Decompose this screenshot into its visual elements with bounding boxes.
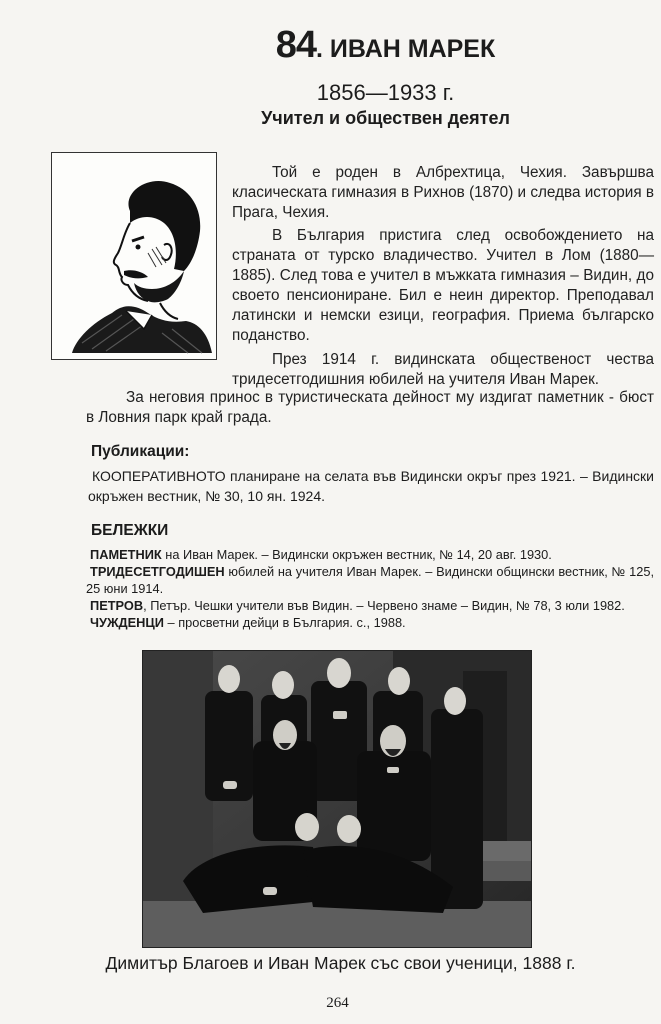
- entry-role: Учител и обществен деятел: [261, 108, 510, 128]
- photo-caption: Димитър Благоев и Иван Марек със свои ученици, 1888 г.: [105, 953, 576, 973]
- entry-name: . ИВАН МАРЕК: [316, 35, 496, 63]
- publications-heading: Публикации:: [91, 443, 190, 460]
- note-lead: ПАМЕТНИК: [90, 547, 162, 562]
- bio-paragraph-birth: Той е роден в Албрехтица, Чехия. Завършва класическата гимназия в Рихнов (1870) и следва история в Прага, Чехия.: [232, 164, 654, 221]
- portrait-image: [51, 152, 217, 360]
- note-item: [86, 546, 654, 563]
- note-lead: ТРИДЕСЕТГОДИШЕН: [90, 564, 225, 579]
- bio-paragraph-career: В България пристига след освобождението на страната от турско владичество. Учител в Лом (1880—1885). След това е учител в мъжката гимназия – Видин, до своето пенсиониране. Бил е неин директор. Преподавал латински и немски езици, география. Приема българско поданство.: [232, 227, 654, 344]
- note-text: , Петър. Чешки учители във Видин. – Червено знаме – Видин, № 78, 3 юли 1982.: [143, 598, 625, 613]
- note-text: – просветни дейци в България. с., 1988.: [163, 615, 406, 630]
- note-lead: ЧУЖДЕНЦИ: [90, 615, 164, 630]
- group-photo-icon: [143, 651, 531, 947]
- entry-years: 1856—1933 г.: [316, 80, 455, 105]
- entry-number: 84: [275, 24, 317, 66]
- note-lead: ПЕТРОВ: [90, 598, 144, 613]
- note-text: юбилей на учителя Иван Марек. – Видински общински вестник, № 125, 25 юни 1914.: [86, 564, 654, 596]
- page-title: [0, 24, 661, 67]
- bio-paragraph-jubilee: През 1914 г. видинската общественост чества тридесетгодишния юбилей на учителя Иван Марек.: [232, 351, 654, 388]
- note-item: [86, 563, 654, 597]
- publication-item: КООПЕРАТИВНОТО планиране на селата във Видински окръг през 1921. – Видински окръжен вестник, № 30, 10 ян. 1924.: [88, 468, 654, 504]
- page-number: 264: [326, 995, 349, 1011]
- note-item: [86, 614, 654, 631]
- group-photo: [142, 650, 532, 948]
- note-text: на Иван Марек. – Видински окръжен вестник, № 14, 20 авг. 1930.: [161, 547, 552, 562]
- note-item: [86, 597, 654, 614]
- portrait-sketch-icon: [52, 153, 216, 359]
- notes-heading: БЕЛЕЖКИ: [91, 522, 169, 539]
- bio-paragraph-monument: За неговия принос в туристическата дейност му издигат паметник - бюст в Ловния парк край града.: [86, 389, 654, 426]
